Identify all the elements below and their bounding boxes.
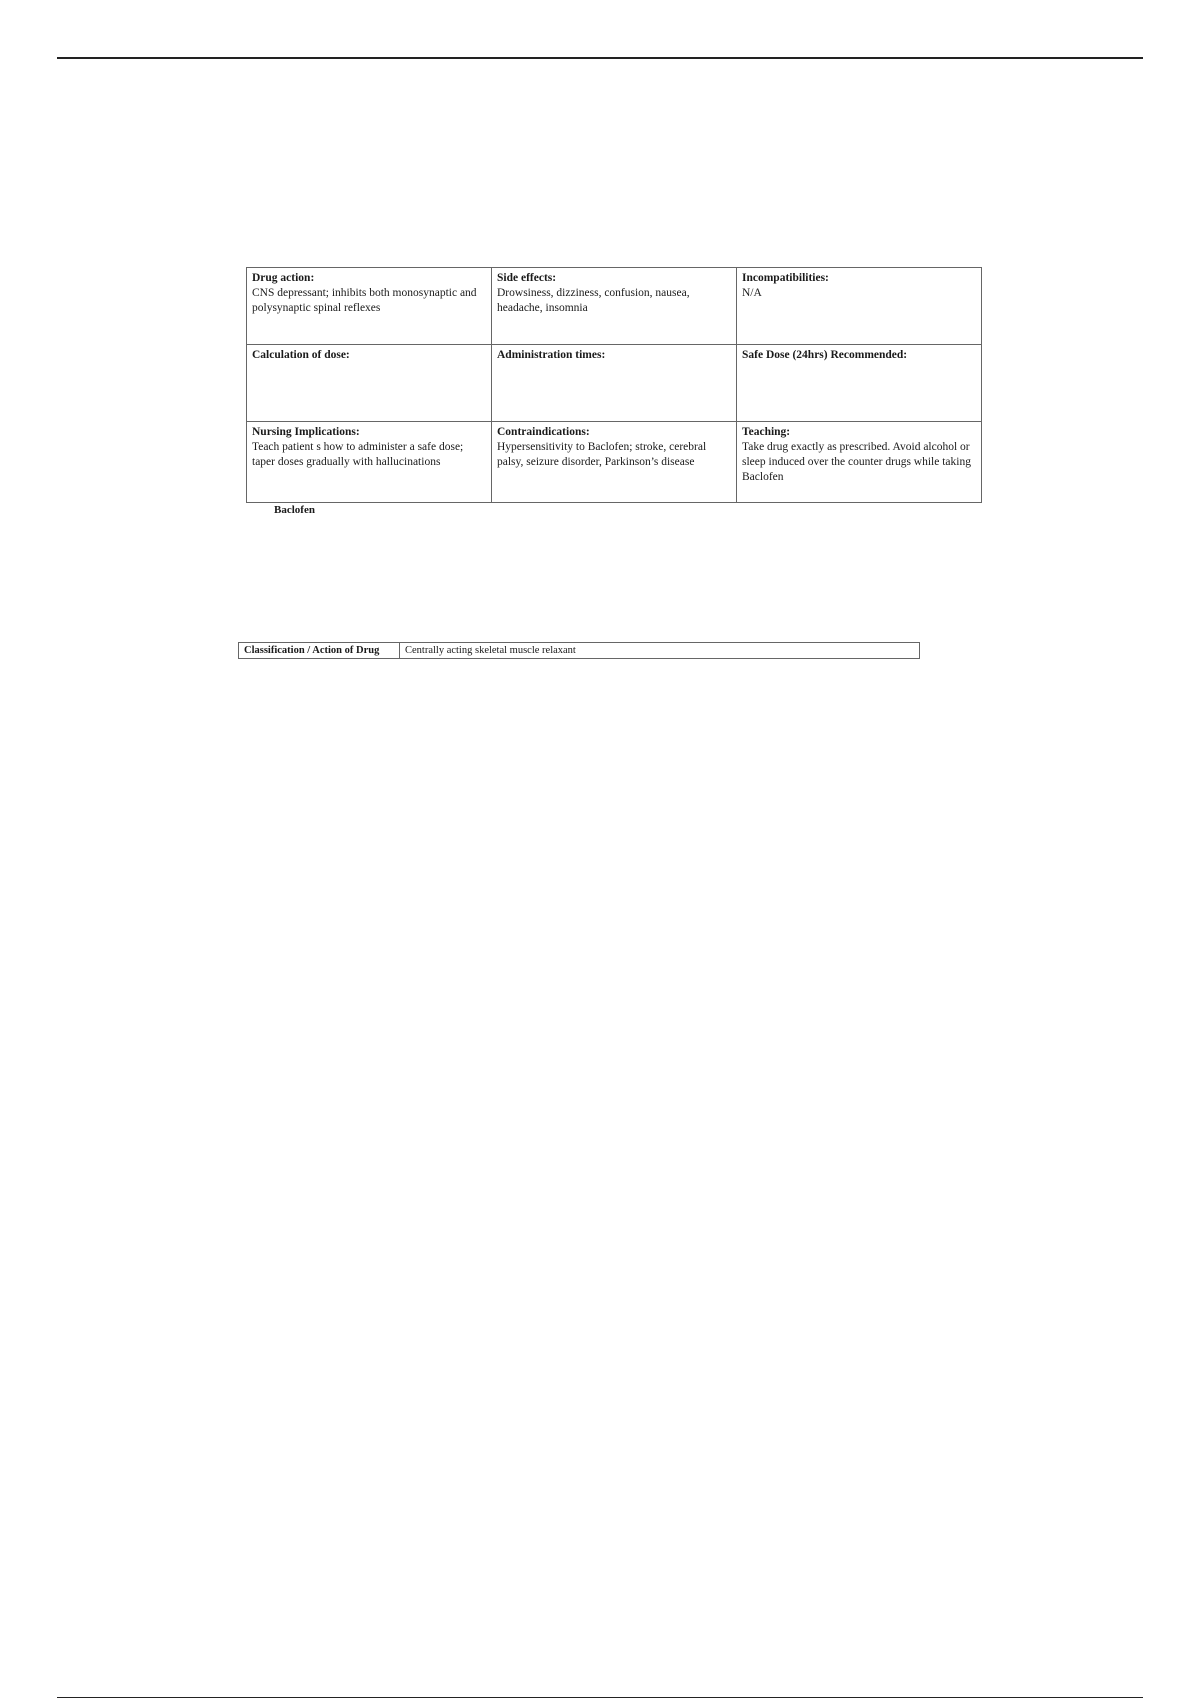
cell-body: Drowsiness, dizziness, confusion, nausea, headache, insomnia [497, 287, 690, 314]
table-row [247, 422, 982, 503]
contraindications-cell [492, 422, 737, 503]
cell-heading: Safe Dose (24hrs) Recommended: [742, 349, 908, 361]
classification-table [238, 642, 920, 659]
nursing-implications-cell [247, 422, 492, 503]
cell-body: N/A [742, 287, 762, 299]
drug-card-table [246, 267, 982, 503]
table-row [247, 345, 982, 422]
cell-heading: Administration times: [497, 349, 606, 361]
calculation-of-dose-cell [247, 345, 492, 422]
cell-heading: Calculation of dose: [252, 349, 350, 361]
table-row [239, 643, 920, 659]
cell-heading: Drug action: [252, 272, 315, 284]
cell-body: CNS depressant; inhibits both monosynaptic and polysynaptic spinal reflexes [252, 287, 477, 314]
side-effects-cell [492, 268, 737, 345]
cell-body: Take drug exactly as prescribed. Avoid alcohol or sleep induced over the counter drugs while taking Baclofen [742, 441, 971, 483]
table-row [247, 268, 982, 345]
cell-heading: Contraindications: [497, 426, 590, 438]
cell-heading: Incompatibilities: [742, 272, 829, 284]
drug-name-label: Baclofen [274, 504, 315, 516]
drug-action-cell [247, 268, 492, 345]
classification-label: Classification / Action of Drug [239, 643, 400, 659]
teaching-cell [737, 422, 982, 503]
incompatibilities-cell [737, 268, 982, 345]
administration-times-cell [492, 345, 737, 422]
header-rule [57, 57, 1143, 59]
cell-heading: Nursing Implications: [252, 426, 360, 438]
cell-body: Teach patient s how to administer a safe dose; taper doses gradually with hallucinations [252, 441, 464, 468]
safe-dose-cell [737, 345, 982, 422]
cell-heading: Side effects: [497, 272, 557, 284]
footer-rule [57, 1697, 1143, 1698]
cell-body: Hypersensitivity to Baclofen; stroke, cerebral palsy, seizure disorder, Parkinson’s disease [497, 441, 707, 468]
classification-value: Centrally acting skeletal muscle relaxant [400, 643, 920, 659]
cell-heading: Teaching: [742, 426, 791, 438]
